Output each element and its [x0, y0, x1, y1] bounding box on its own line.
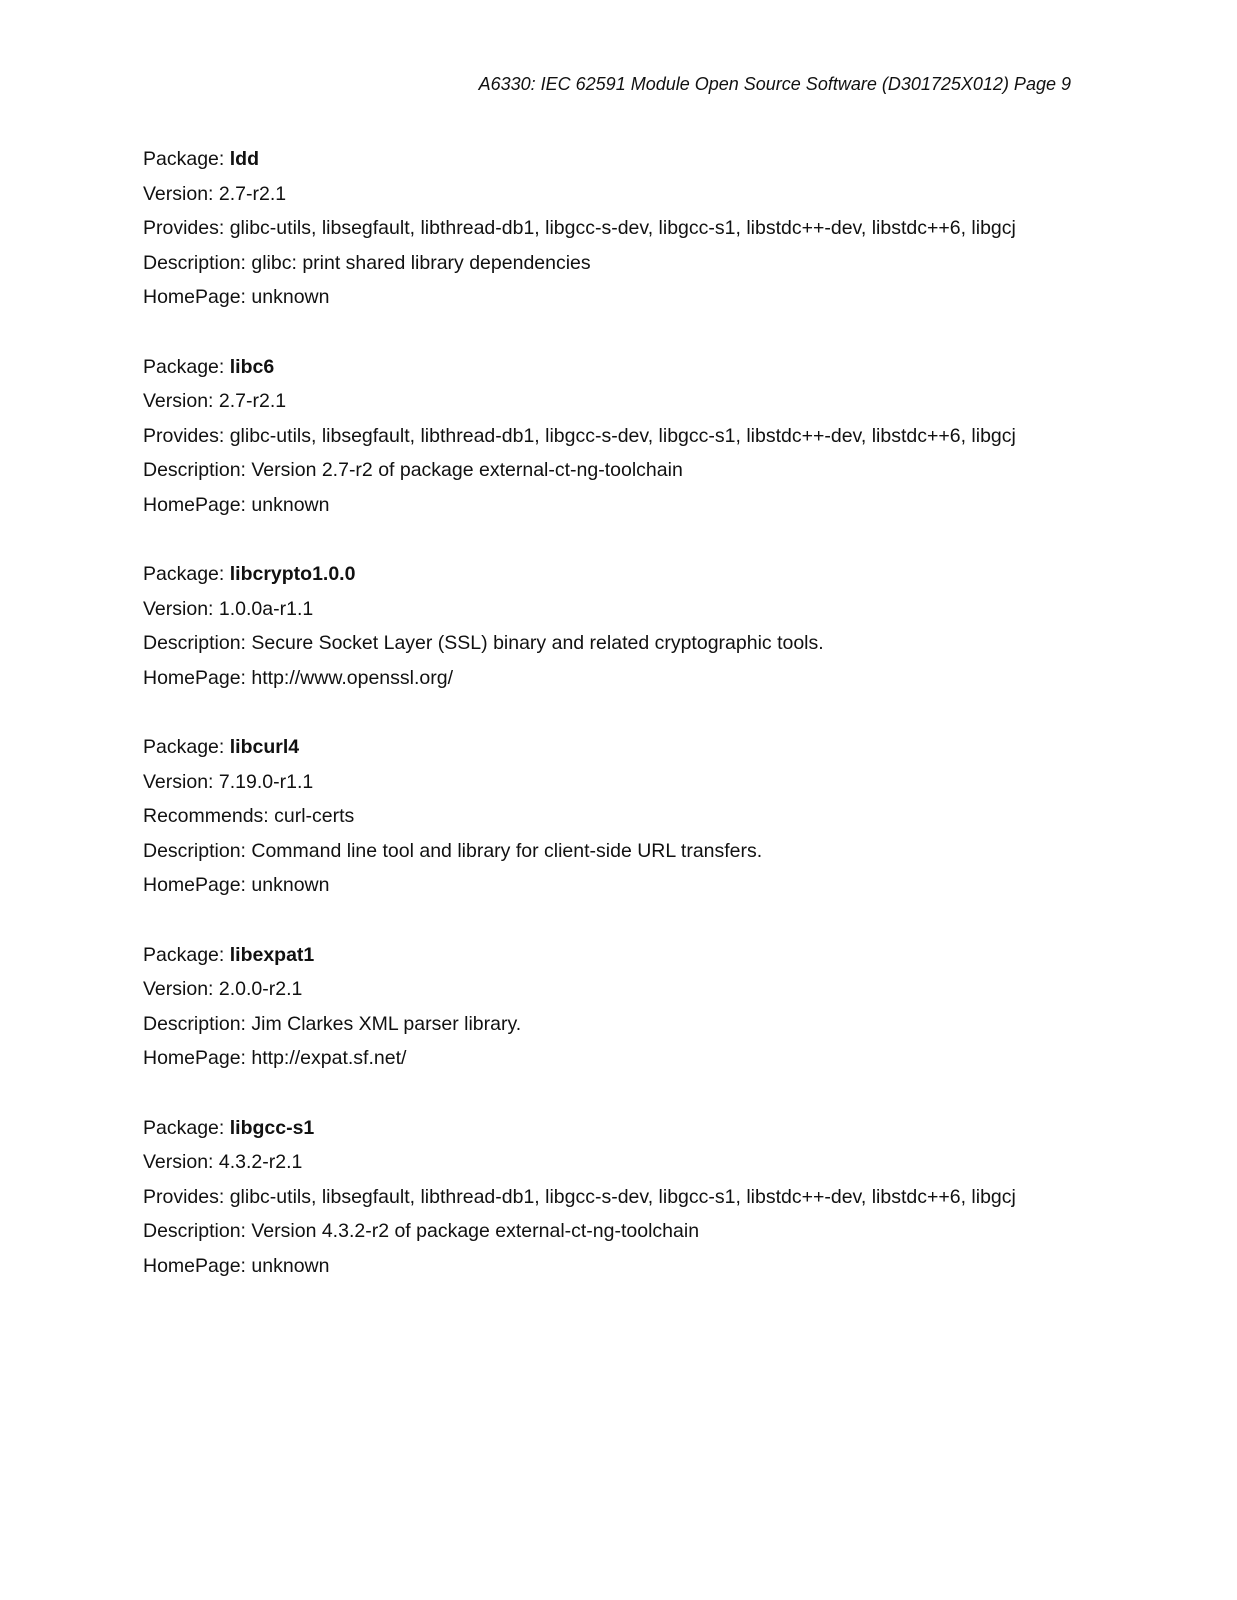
package-line	[143, 938, 1103, 973]
homepage-label: HomePage:	[143, 1047, 252, 1070]
package-name: libcurl4	[229, 736, 300, 759]
description-label: Description:	[143, 839, 252, 862]
provides-value: glibc-utils, libsegfault, libthread-db1, libgcc-s-dev, libgcc-s1, libstdc++-dev, libstdc++6, libgcj	[229, 1185, 1016, 1208]
package-name: libgcc-s1	[229, 1116, 315, 1139]
version-line	[143, 1145, 1103, 1180]
package-name: ldd	[229, 148, 259, 170]
version-line	[143, 592, 1103, 627]
homepage-label: HomePage:	[143, 1255, 252, 1277]
description-line	[143, 834, 1103, 869]
version-label: Version:	[143, 770, 219, 793]
recommends-line	[143, 799, 1103, 834]
package-name: libcrypto1.0.0	[229, 563, 356, 586]
package-entry	[143, 1111, 1103, 1284]
package-entry	[143, 142, 1103, 315]
version-line	[143, 384, 1103, 419]
version-label: Version:	[143, 182, 219, 205]
version-line	[143, 972, 1103, 1007]
description-line	[143, 246, 1103, 281]
homepage-line	[143, 868, 1103, 903]
package-label: Package:	[143, 563, 230, 586]
version-line	[143, 765, 1103, 800]
version-value: 7.19.0-r1.1	[218, 770, 314, 793]
package-name: libc6	[229, 355, 275, 378]
homepage-label: HomePage:	[143, 666, 252, 689]
version-value: 2.7-r2.1	[218, 182, 287, 205]
version-value: 1.0.0a-r1.1	[218, 597, 314, 620]
package-label: Package:	[143, 1116, 230, 1139]
homepage-value: http://expat.sf.net/	[251, 1047, 407, 1070]
package-entry	[143, 938, 1103, 1076]
description-value: glibc: print shared library dependencies	[251, 251, 591, 274]
package-line	[143, 730, 1103, 765]
package-line	[143, 350, 1103, 385]
provides-label: Provides:	[143, 1185, 230, 1208]
version-line	[143, 177, 1103, 212]
provides-line	[143, 211, 1103, 246]
package-line	[143, 142, 1103, 177]
description-value: Command line tool and library for client-side URL transfers.	[251, 839, 763, 862]
package-label: Package:	[143, 943, 230, 966]
package-label: Package:	[143, 355, 230, 378]
package-entry	[143, 350, 1103, 523]
homepage-label: HomePage:	[143, 286, 252, 309]
homepage-value: unknown	[251, 493, 330, 516]
provides-value: glibc-utils, libsegfault, libthread-db1, libgcc-s-dev, libgcc-s1, libstdc++-dev, libstdc++6, libgcj	[229, 424, 1016, 447]
package-label: Package:	[143, 148, 230, 170]
version-value: 4.3.2-r2.1	[218, 1151, 303, 1174]
provides-value: glibc-utils, libsegfault, libthread-db1, libgcc-s-dev, libgcc-s1, libstdc++-dev, libstdc++6, libgcj	[229, 217, 1016, 240]
homepage-line	[143, 488, 1103, 523]
homepage-line	[143, 661, 1103, 696]
package-name: libexpat1	[229, 943, 315, 966]
version-label: Version:	[143, 1151, 219, 1174]
description-value: Jim Clarkes XML parser library.	[251, 1012, 522, 1035]
homepage-label: HomePage:	[143, 874, 252, 897]
package-line	[143, 557, 1103, 592]
page-header: A6330: IEC 62591 Module Open Source Software (D301725X012) Page 9	[478, 74, 1071, 94]
homepage-value: unknown	[251, 286, 330, 309]
description-line	[143, 453, 1103, 488]
description-label: Description:	[143, 251, 252, 274]
package-list	[143, 142, 1103, 1318]
homepage-line	[143, 280, 1103, 315]
description-line	[143, 1214, 1103, 1249]
homepage-value: unknown	[251, 874, 330, 897]
version-label: Version:	[143, 597, 219, 620]
package-label: Package:	[143, 736, 230, 759]
description-label: Description:	[143, 459, 252, 482]
provides-label: Provides:	[143, 217, 230, 240]
version-value: 2.0.0-r2.1	[218, 978, 303, 1001]
version-value: 2.7-r2.1	[218, 390, 287, 413]
package-line	[143, 1111, 1103, 1146]
package-entry	[143, 557, 1103, 695]
version-label: Version:	[143, 390, 219, 413]
description-line	[143, 1007, 1103, 1042]
description-line	[143, 626, 1103, 661]
homepage-line	[143, 1041, 1103, 1076]
homepage-line	[143, 1249, 1103, 1284]
provides-label: Provides:	[143, 424, 230, 447]
description-value: Version 2.7-r2 of package external-ct-ng-toolchain	[251, 459, 683, 482]
description-label: Description:	[143, 1012, 252, 1035]
description-label: Description:	[143, 632, 252, 655]
homepage-label: HomePage:	[143, 493, 252, 516]
homepage-value: http://www.openssl.org/	[251, 666, 454, 689]
version-label: Version:	[143, 978, 219, 1001]
description-value: Version 4.3.2-r2 of package external-ct-ng-toolchain	[251, 1220, 700, 1243]
description-value: Secure Socket Layer (SSL) binary and related cryptographic tools.	[251, 632, 824, 655]
recommends-value: curl-certs	[274, 805, 355, 828]
provides-line	[143, 1180, 1103, 1215]
homepage-value: unknown	[251, 1255, 330, 1277]
provides-line	[143, 419, 1103, 454]
description-label: Description:	[143, 1220, 252, 1243]
recommends-label: Recommends:	[143, 805, 275, 828]
package-entry	[143, 730, 1103, 903]
